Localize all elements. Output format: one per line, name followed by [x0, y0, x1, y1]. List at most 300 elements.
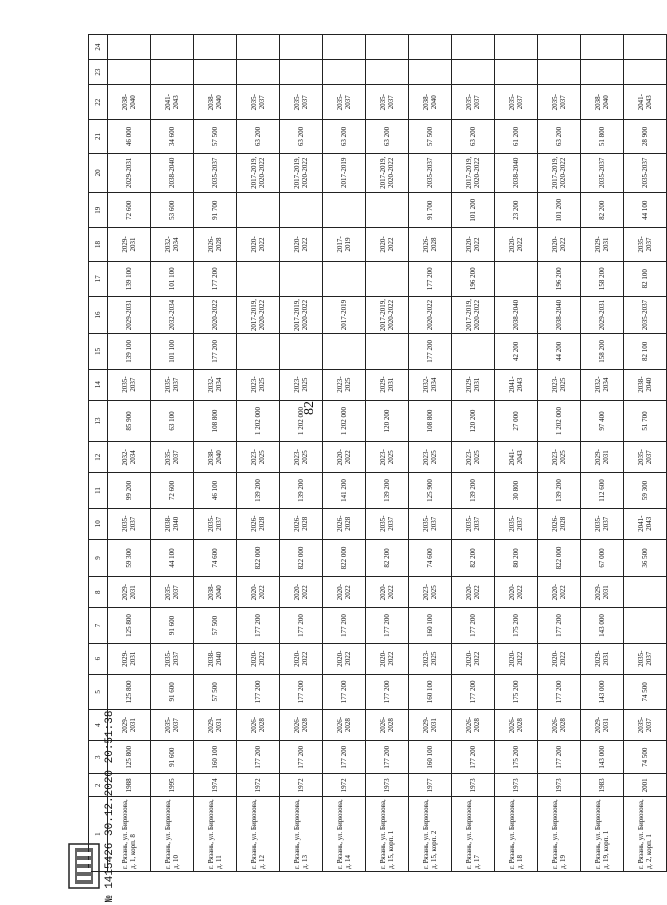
table-cell: 2020-2022 — [280, 577, 323, 608]
table-cell — [409, 35, 452, 60]
table-cell: 2038-2040 — [409, 85, 452, 120]
table-cell: 2017-2019 — [323, 228, 366, 261]
table-cell: 2035-2037 — [624, 228, 667, 261]
table-cell: 139 200 — [538, 473, 581, 508]
table-cell: 1974 — [194, 774, 237, 797]
table-cell: 2035-2037 — [237, 85, 280, 120]
table-cell: 34 600 — [151, 120, 194, 153]
table-cell — [237, 35, 280, 60]
column-header: 14 — [89, 369, 108, 400]
table-cell: 1 202 000 — [280, 400, 323, 442]
table-cell: 2020-2022 — [452, 228, 495, 261]
table-cell: 2017-2019 — [323, 296, 366, 333]
table-cell: 2026-2028 — [237, 508, 280, 539]
table-cell: 2017-2019 — [323, 153, 366, 192]
table-cell: 101 100 — [151, 334, 194, 369]
table-cell: 2035-2037 — [151, 643, 194, 674]
table-cell: 2038-2040 — [194, 442, 237, 473]
table-cell: 63 200 — [280, 120, 323, 153]
table-cell: 2035-2037 — [409, 153, 452, 192]
column-header: 20 — [89, 153, 108, 192]
table-cell: 177 200 — [323, 674, 366, 709]
table-cell: 80 200 — [495, 539, 538, 576]
column-header: 16 — [89, 296, 108, 333]
table-cell: 120 200 — [452, 400, 495, 442]
table-cell: 23 200 — [495, 193, 538, 228]
table-cell: 2029-2031 — [409, 710, 452, 741]
table-cell: 57 500 — [194, 608, 237, 643]
table-row — [409, 35, 452, 872]
table-cell: 2035-2037 — [495, 85, 538, 120]
table-cell: 82 100 — [624, 261, 667, 296]
table-cell — [581, 60, 624, 85]
table-cell: 2032-2034 — [108, 442, 151, 473]
table-cell: 2035-2037 — [151, 577, 194, 608]
table-cell: 2029-2031 — [581, 442, 624, 473]
table-cell: 2035-2037 — [151, 442, 194, 473]
address-cell: г. Рязань, ул. Бирюзова, д. 19 — [538, 797, 581, 872]
table-cell — [624, 577, 667, 608]
table-cell — [452, 60, 495, 85]
table-cell: 160 100 — [409, 674, 452, 709]
table-cell: 2038-2040 — [194, 85, 237, 120]
table-cell: 101 200 — [452, 193, 495, 228]
table-cell: 120 200 — [366, 400, 409, 442]
table-cell: 2035-2037 — [624, 296, 667, 333]
table-cell: 2035-2037 — [194, 508, 237, 539]
table-cell: 196 200 — [538, 261, 581, 296]
table-cell: 82 100 — [624, 334, 667, 369]
table-cell: 822 000 — [237, 539, 280, 576]
table-cell — [624, 60, 667, 85]
table-cell: 2023-2025 — [452, 442, 495, 473]
table-cell: 2020-2022 — [538, 228, 581, 261]
table-cell: 2023-2025 — [409, 577, 452, 608]
table-cell: 2029-2031 — [194, 710, 237, 741]
table-cell: 2026-2028 — [538, 508, 581, 539]
address-cell: г. Рязань, ул. Бирюзова, д. 11 — [194, 797, 237, 872]
table-cell: 2023-2025 — [409, 643, 452, 674]
table-cell: 2017-2019, 2020-2022 — [452, 153, 495, 192]
table-cell: 2029-2031 — [366, 369, 409, 400]
table-row — [280, 35, 323, 872]
table-cell: 125 800 — [108, 608, 151, 643]
table-cell: 143 000 — [581, 741, 624, 774]
table-cell — [280, 193, 323, 228]
table-cell: 74 500 — [624, 674, 667, 709]
table-row — [151, 35, 194, 872]
table-cell: 177 200 — [452, 741, 495, 774]
table-cell: 1988 — [108, 774, 151, 797]
table-cell: 2041-2043 — [624, 508, 667, 539]
table-cell: 1973 — [366, 774, 409, 797]
table-cell: 59 300 — [624, 473, 667, 508]
table-cell: 2041-2043 — [495, 369, 538, 400]
table-cell — [280, 261, 323, 296]
column-header: 24 — [89, 35, 108, 60]
table-cell: 2020-2022 — [323, 577, 366, 608]
table-cell: 91 600 — [151, 608, 194, 643]
table-row — [323, 35, 366, 872]
table-cell: 125 800 — [108, 674, 151, 709]
column-header: 2 — [89, 774, 108, 797]
table-cell: 2038-2040 — [624, 369, 667, 400]
table-cell: 2029-2031 — [581, 577, 624, 608]
table-cell — [581, 35, 624, 60]
table-cell: 74 500 — [624, 741, 667, 774]
address-cell: г. Рязань, ул. Бирюзова, д. 13 — [280, 797, 323, 872]
table-cell: 2035-2037 — [108, 369, 151, 400]
table-cell: 2035-2037 — [108, 508, 151, 539]
table-cell — [108, 60, 151, 85]
table-cell: 2020-2022 — [323, 442, 366, 473]
table-cell: 2023-2025 — [237, 369, 280, 400]
table-cell: 2035-2037 — [452, 508, 495, 539]
table-cell: 2035-2037 — [366, 85, 409, 120]
table-cell: 196 200 — [452, 261, 495, 296]
address-cell: г. Рязань, ул. Бирюзова, д. 10 — [151, 797, 194, 872]
table-cell: 2032-2034 — [194, 369, 237, 400]
table-cell: 44 100 — [151, 539, 194, 576]
table-cell: 99 200 — [108, 473, 151, 508]
table-cell: 177 200 — [280, 674, 323, 709]
table-cell: 30 800 — [495, 473, 538, 508]
table-cell: 2035-2037 — [194, 153, 237, 192]
table-cell: 2041-2043 — [495, 442, 538, 473]
table-body — [108, 35, 667, 872]
table-cell: 1 202 000 — [237, 400, 280, 442]
table-row — [495, 35, 538, 872]
table-cell: 63 200 — [452, 120, 495, 153]
table-cell: 27 000 — [495, 400, 538, 442]
table-cell: 2035-2037 — [280, 85, 323, 120]
table-cell: 2023-2025 — [409, 442, 452, 473]
table-cell: 82 200 — [581, 193, 624, 228]
address-cell: г. Рязань, ул. Бирюзова, д. 15, корп. 2 — [409, 797, 452, 872]
table-cell: 2038-2040 — [581, 85, 624, 120]
table-cell: 85 900 — [108, 400, 151, 442]
table-cell: 67 000 — [581, 539, 624, 576]
table-cell: 2023-2025 — [366, 442, 409, 473]
table-cell: 2035-2037 — [151, 369, 194, 400]
column-header: 19 — [89, 193, 108, 228]
table-cell: 141 200 — [323, 473, 366, 508]
table-cell: 177 200 — [237, 741, 280, 774]
table-cell: 2029-2031 — [108, 710, 151, 741]
table-cell: 2026-2028 — [280, 710, 323, 741]
column-header: 15 — [89, 334, 108, 369]
table-cell: 2029-2031 — [581, 643, 624, 674]
table-cell — [280, 334, 323, 369]
table-cell: 82 200 — [452, 539, 495, 576]
table-cell: 2035-2037 — [624, 710, 667, 741]
table-cell: 139 200 — [280, 473, 323, 508]
column-header: 12 — [89, 442, 108, 473]
table-cell: 2032-2034 — [151, 296, 194, 333]
table-cell: 2023-2025 — [237, 442, 280, 473]
table-cell — [366, 334, 409, 369]
table-cell: 46 000 — [108, 120, 151, 153]
table-cell: 2035-2037 — [495, 508, 538, 539]
table-cell: 2020-2022 — [280, 643, 323, 674]
table-cell: 2038-2040 — [495, 153, 538, 192]
table-cell: 177 200 — [280, 608, 323, 643]
table-cell — [323, 193, 366, 228]
table-cell: 112 600 — [581, 473, 624, 508]
table-cell: 177 200 — [452, 608, 495, 643]
table-cell — [194, 35, 237, 60]
rotated-table-wrapper — [88, 34, 653, 872]
table-cell: 2017-2019, 2020-2022 — [237, 296, 280, 333]
table-cell — [495, 261, 538, 296]
table-cell: 2035-2037 — [624, 153, 667, 192]
table-cell — [366, 261, 409, 296]
table-cell: 1973 — [452, 774, 495, 797]
table-cell: 2026-2028 — [409, 228, 452, 261]
table-cell: 108 800 — [409, 400, 452, 442]
table-cell: 2017-2019, 2020-2022 — [280, 153, 323, 192]
table-cell: 2038-2040 — [151, 153, 194, 192]
table-cell: 2026-2028 — [452, 710, 495, 741]
table-cell: 177 200 — [538, 674, 581, 709]
table-cell: 63 200 — [323, 120, 366, 153]
column-header: 1 — [89, 797, 108, 872]
column-header: 4 — [89, 710, 108, 741]
table-cell: 2020-2022 — [538, 577, 581, 608]
table-cell: 57 500 — [409, 120, 452, 153]
table-cell — [323, 261, 366, 296]
document-stamp: № 1415426 30.12.2020 20:51:38 — [104, 710, 116, 902]
table-cell — [237, 261, 280, 296]
table-cell: 2038-2040 — [538, 296, 581, 333]
table-cell: 143 000 — [581, 608, 624, 643]
table-cell: 2020-2022 — [495, 577, 538, 608]
table-cell: 125 900 — [409, 473, 452, 508]
table-cell: 91 700 — [409, 193, 452, 228]
table-cell — [624, 35, 667, 60]
table-cell: 2029-2031 — [581, 296, 624, 333]
table-cell: 59 300 — [108, 539, 151, 576]
table-cell: 2035-2037 — [538, 85, 581, 120]
table-cell: 2038-2040 — [194, 643, 237, 674]
table-cell: 139 200 — [237, 473, 280, 508]
table-cell: 2017-2019, 2020-2022 — [538, 153, 581, 192]
table-cell: 91 600 — [151, 674, 194, 709]
table-cell: 72 600 — [151, 473, 194, 508]
table-cell: 160 100 — [409, 608, 452, 643]
table-cell: 2035-2037 — [624, 442, 667, 473]
table-cell — [624, 608, 667, 643]
table-cell — [151, 35, 194, 60]
table-cell: 2017-2019, 2020-2022 — [237, 153, 280, 192]
table-cell: 2035-2037 — [409, 508, 452, 539]
table-cell: 2035-2037 — [581, 508, 624, 539]
table-cell: 2020-2022 — [495, 228, 538, 261]
table-cell — [323, 334, 366, 369]
table-cell: 1972 — [237, 774, 280, 797]
table-cell: 2020-2022 — [237, 643, 280, 674]
table-cell: 177 200 — [237, 674, 280, 709]
table-cell: 175 200 — [495, 674, 538, 709]
table-cell: 177 200 — [538, 608, 581, 643]
table-cell — [538, 35, 581, 60]
address-cell: г. Рязань, ул. Бирюзова, д. 12 — [237, 797, 280, 872]
table-cell: 177 200 — [366, 741, 409, 774]
table-cell: 2035-2037 — [452, 85, 495, 120]
table-cell: 2029-2031 — [108, 296, 151, 333]
table-cell: 2035-2037 — [366, 508, 409, 539]
address-cell: г. Рязань, ул. Бирюзова, д. 14 — [323, 797, 366, 872]
table-cell: 2020-2022 — [323, 643, 366, 674]
table-cell: 177 200 — [194, 334, 237, 369]
table-cell: 2035-2037 — [323, 85, 366, 120]
table-cell — [237, 193, 280, 228]
column-header: 6 — [89, 643, 108, 674]
table-cell: 2032-2034 — [581, 369, 624, 400]
table-cell — [452, 35, 495, 60]
table-row — [366, 35, 409, 872]
table-cell: 2032-2034 — [409, 369, 452, 400]
table-cell: 2020-2022 — [495, 643, 538, 674]
address-cell: г. Рязань, ул. Бирюзова, д. 1, корп. 8 — [108, 797, 151, 872]
table-cell: 177 200 — [280, 741, 323, 774]
table-cell: 160 100 — [409, 741, 452, 774]
table-cell: 2029-2031 — [108, 643, 151, 674]
table-cell: 143 000 — [581, 674, 624, 709]
table-cell: 51 700 — [624, 400, 667, 442]
table-cell: 74 600 — [409, 539, 452, 576]
column-header: 7 — [89, 608, 108, 643]
table-cell: 1 202 000 — [538, 400, 581, 442]
table-cell: 177 200 — [366, 674, 409, 709]
table-cell: 61 200 — [495, 120, 538, 153]
table-cell: 2029-2031 — [108, 577, 151, 608]
table-cell: 2035-2037 — [581, 153, 624, 192]
column-header: 18 — [89, 228, 108, 261]
table-cell — [280, 35, 323, 60]
column-header: 9 — [89, 539, 108, 576]
table-cell: 2026-2028 — [194, 228, 237, 261]
table-cell: 2029-2031 — [108, 153, 151, 192]
table-cell: 2038-2040 — [495, 296, 538, 333]
table-cell: 2020-2022 — [237, 228, 280, 261]
table-cell: 101 100 — [151, 261, 194, 296]
table-cell: 2017-2019, 2020-2022 — [366, 296, 409, 333]
table-cell: 63 200 — [538, 120, 581, 153]
table-cell: 42 200 — [495, 334, 538, 369]
table-cell — [452, 334, 495, 369]
table-cell: 28 900 — [624, 120, 667, 153]
table-cell: 1 202 000 — [323, 400, 366, 442]
table-cell: 72 600 — [108, 193, 151, 228]
table-cell: 63 200 — [366, 120, 409, 153]
address-cell: г. Рязань, ул. Бирюзова, д. 2, корп. 1 — [624, 797, 667, 872]
table-cell: 158 200 — [581, 334, 624, 369]
table-cell: 177 200 — [366, 608, 409, 643]
table-cell: 177 200 — [409, 334, 452, 369]
column-header: 5 — [89, 674, 108, 709]
table-cell: 158 200 — [581, 261, 624, 296]
column-header: 10 — [89, 508, 108, 539]
table-cell: 97 400 — [581, 400, 624, 442]
table-cell: 1983 — [581, 774, 624, 797]
table-cell: 2017-2019, 2020-2022 — [452, 296, 495, 333]
table-cell — [237, 60, 280, 85]
table-cell: 82 200 — [366, 539, 409, 576]
table-cell: 2026-2028 — [538, 710, 581, 741]
table-cell: 44 200 — [538, 334, 581, 369]
table-cell: 44 100 — [624, 193, 667, 228]
page-number: 82 — [302, 401, 317, 415]
table-cell: 2035-2037 — [624, 643, 667, 674]
table-cell: 139 100 — [108, 261, 151, 296]
table-row — [581, 35, 624, 872]
column-header: 22 — [89, 85, 108, 120]
table-cell — [495, 60, 538, 85]
table-cell: 2020-2022 — [452, 643, 495, 674]
table-cell: 2020-2022 — [280, 228, 323, 261]
table-cell: 2026-2028 — [323, 508, 366, 539]
table-cell: 63 200 — [237, 120, 280, 153]
table-cell: 53 600 — [151, 193, 194, 228]
table-cell: 2020-2022 — [366, 643, 409, 674]
table-cell: 1972 — [280, 774, 323, 797]
table-cell: 2020-2022 — [409, 296, 452, 333]
table-cell: 74 600 — [194, 539, 237, 576]
table-cell — [237, 334, 280, 369]
table-cell: 177 200 — [409, 261, 452, 296]
column-header: 13 — [89, 400, 108, 442]
table-cell: 2020-2022 — [194, 296, 237, 333]
column-header: 23 — [89, 60, 108, 85]
table-cell: 2001 — [624, 774, 667, 797]
column-header: 3 — [89, 741, 108, 774]
table-cell: 46 100 — [194, 473, 237, 508]
address-cell: г. Рязань, ул. Бирюзова, д. 18 — [495, 797, 538, 872]
table-cell: 1977 — [409, 774, 452, 797]
table-cell: 177 200 — [194, 261, 237, 296]
table-cell: 177 200 — [538, 741, 581, 774]
table-cell: 2029-2031 — [581, 710, 624, 741]
table-cell: 2041-2043 — [151, 85, 194, 120]
table-cell: 2023-2025 — [323, 369, 366, 400]
table-row — [194, 35, 237, 872]
table-cell — [366, 35, 409, 60]
table-cell — [323, 35, 366, 60]
table-row — [538, 35, 581, 872]
table-cell: 2017-2019, 2020-2022 — [366, 153, 409, 192]
table-cell — [409, 60, 452, 85]
table-cell: 2023-2025 — [280, 442, 323, 473]
table-cell: 2038-2040 — [151, 508, 194, 539]
table-cell — [151, 60, 194, 85]
table-row — [452, 35, 495, 872]
column-header: 17 — [89, 261, 108, 296]
table-cell: 822 000 — [323, 539, 366, 576]
table-row — [237, 35, 280, 872]
table-cell: 108 800 — [194, 400, 237, 442]
table-cell: 101 200 — [538, 193, 581, 228]
table-cell: 57 500 — [194, 120, 237, 153]
table-cell: 91 700 — [194, 193, 237, 228]
table-cell: 2038-2040 — [108, 85, 151, 120]
table-cell: 139 200 — [452, 473, 495, 508]
table-cell: 139 200 — [366, 473, 409, 508]
table-cell: 51 800 — [581, 120, 624, 153]
address-cell: г. Рязань, ул. Бирюзова, д. 17 — [452, 797, 495, 872]
table-cell — [538, 60, 581, 85]
table-cell: 177 200 — [452, 674, 495, 709]
